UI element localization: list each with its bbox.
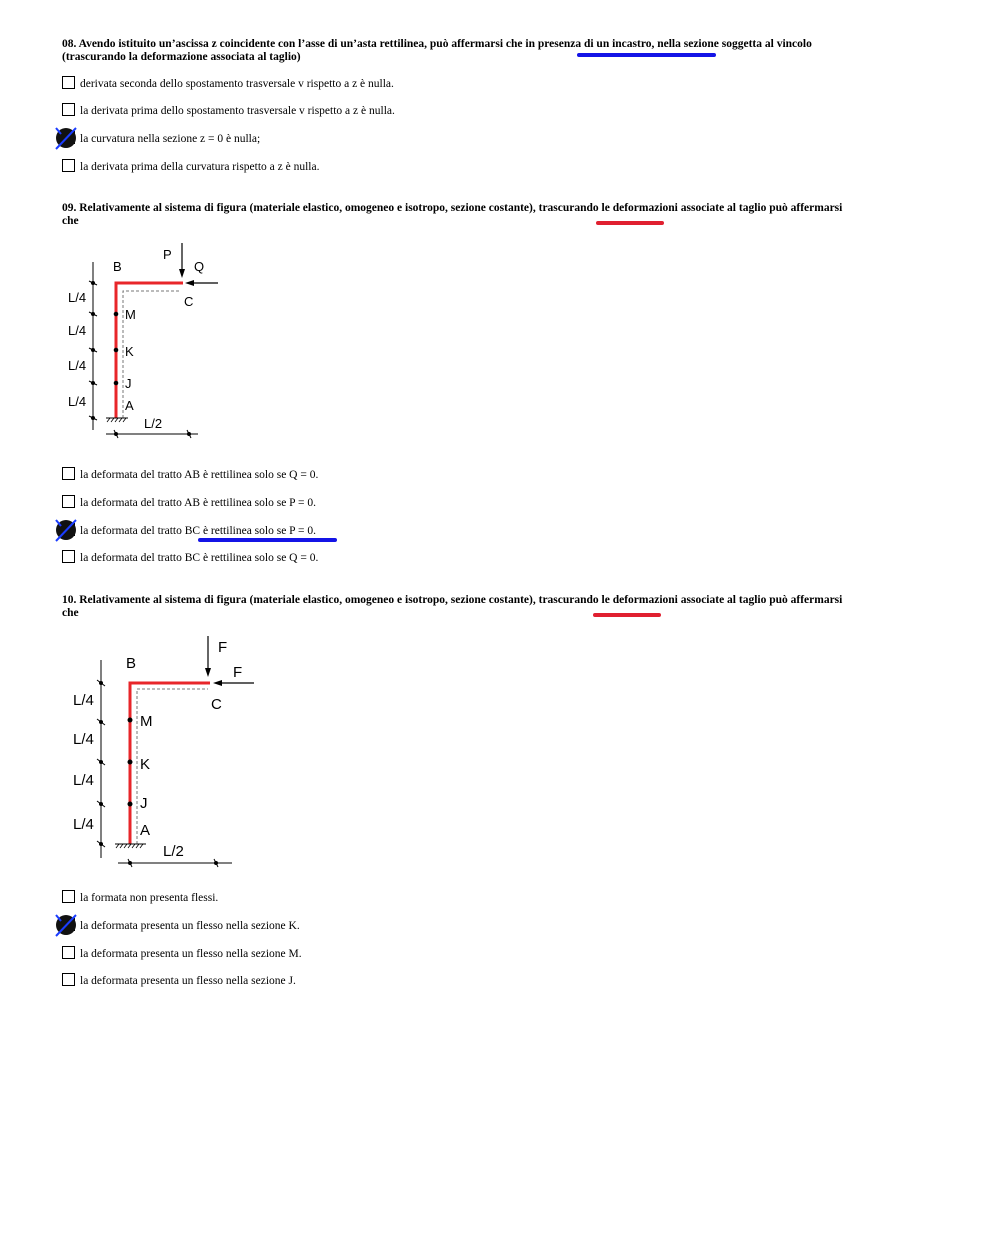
label-F: F [233,664,243,681]
checkbox[interactable] [62,550,75,563]
label-L4: L/4 [68,290,87,305]
checkbox[interactable] [62,890,75,903]
label-L2: L/2 [144,416,163,431]
label-A: A [140,822,151,839]
underline-red [593,613,661,617]
label-L4: L/4 [68,394,87,409]
option-label: la deformata presenta un flesso nella sezione M. [80,948,302,960]
question-09-title [62,202,942,228]
question-10-title [62,594,942,620]
checked-mark-icon [53,125,79,151]
label-C: C [211,696,222,713]
option-label: la deformata del tratto BC è rettilinea solo se P = 0. [80,525,316,537]
question-08-title-line1: 08. Avendo istituito un’ascissa z coincidente con l’asse di un’asta rettilinea, può affermarsi che in presenza di un incastro, nella sezione soggetta al vincolo [62,38,812,50]
question-08-title [62,38,942,64]
label-L4: L/4 [73,772,94,789]
label-L4: L/4 [73,731,94,748]
label-L4: L/4 [68,323,87,338]
label-K: K [140,756,151,773]
label-B: B [113,259,122,274]
label-P: P [163,247,172,262]
checkbox[interactable] [62,103,75,116]
checkbox[interactable] [62,946,75,959]
frame-figure-q09 [60,240,230,445]
checked-mark-icon [53,517,79,543]
option-label: la deformata presenta un flesso nella sezione J. [80,975,296,987]
label-F: F [218,639,228,656]
label-L4: L/4 [73,816,94,833]
question-08-title-line2: (trascurando la deformazione associata al taglio) [62,51,301,63]
option-label: la deformata del tratto AB è rettilinea solo se P = 0. [80,497,316,509]
question-09-title-line2: che [62,215,79,227]
option-label: derivata seconda dello spostamento trasversale v rispetto a z è nulla. [80,78,394,90]
underline-blue [198,538,337,542]
question-09-title-line1: 09. Relativamente al sistema di figura (materiale elastico, omogeneo e isotropo, sezione costante), trascurando le deformazioni associate al taglio può affermarsi [62,202,843,214]
frame-figure-q10 [60,632,270,872]
checkbox[interactable] [62,159,75,172]
checkbox[interactable] [62,467,75,480]
label-L4: L/4 [73,692,94,709]
option-label: la curvatura nella sezione z = 0 è nulla; [80,133,261,145]
checked-mark-icon [53,912,79,938]
label-M: M [125,307,136,322]
checkbox[interactable] [62,495,75,508]
label-J: J [125,376,132,391]
label-C: C [184,294,194,309]
option-label: la deformata del tratto AB è rettilinea solo se Q = 0. [80,469,319,481]
label-L2: L/2 [163,843,184,860]
underline-blue [577,53,716,57]
label-M: M [140,713,153,730]
option-label: la formata non presenta flessi. [80,892,219,904]
label-J: J [140,795,148,812]
checkbox[interactable] [62,973,75,986]
label-K: K [125,344,134,359]
label-L4: L/4 [68,358,87,373]
option-label: la derivata prima dello spostamento trasversale v rispetto a z è nulla. [80,105,395,117]
option-label: la derivata prima della curvatura rispetto a z è nulla. [80,161,320,173]
label-A: A [125,398,134,413]
question-10-title-line1: 10. Relativamente al sistema di figura (materiale elastico, omogeneo e isotropo, sezione costante), trascurando le deformazioni associate al taglio può affermarsi [62,594,843,606]
option-label: la deformata del tratto BC è rettilinea solo se Q = 0. [80,552,319,564]
question-10-title-line2: che [62,607,79,619]
label-B: B [126,655,137,672]
underline-red [596,221,664,225]
label-Q: Q [194,259,205,274]
checkbox[interactable] [62,76,75,89]
option-label: la deformata presenta un flesso nella sezione K. [80,920,300,932]
